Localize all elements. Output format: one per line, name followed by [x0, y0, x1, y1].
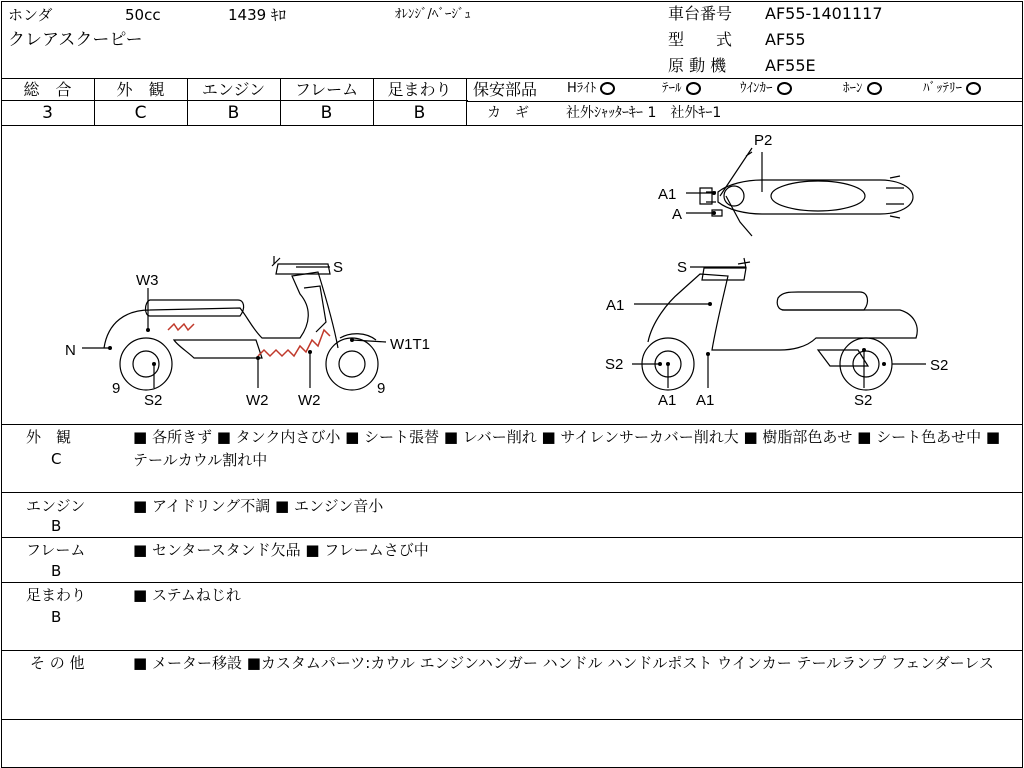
label-a1-bottom-2: A1 [696, 392, 715, 409]
maker: ホンダ [8, 6, 53, 24]
safety-label: 保安部品 [473, 80, 538, 99]
right-side-scooter [642, 258, 917, 390]
diagram-bottom [1, 424, 1023, 425]
section-text-other: ■ メーター移設 ■カスタムパーツ:カウル エンジンハンガー ハンドル ハンドルポスト ウインカー テールランプ フェンダーレス [133, 654, 994, 672]
label-w1t1: W1T1 [390, 336, 431, 353]
grade-header-overall: 総 合 [23, 80, 72, 99]
safety-item-horn [843, 82, 882, 95]
section-text-exterior: ■ 各所きず ■ タンク内さび小 ■ シート張替 ■ レバー削れ ■ サイレンサーカバー削れ大 ■ 樹脂部色あせ ■ シート色あせ中 ■ テールカウル割れ中 [133, 428, 1001, 469]
key-label: カ ギ [487, 105, 529, 121]
label-nine-left: 9 [112, 380, 121, 397]
engine-label: 原 動 機 [668, 56, 727, 75]
label-a1-top: A1 [658, 186, 677, 203]
vin-value: AF55-1401117 [765, 4, 883, 23]
safety-item-battery [923, 82, 981, 95]
safety-item-headlight [567, 82, 615, 95]
label-w2-b: W2 [298, 392, 321, 409]
color: ｵﾚﾝｼﾞ/ﾍﾞｰｼﾞｭ [395, 7, 471, 22]
safety-item-winker [740, 82, 792, 95]
section-text-frame: ■ センタースタンド欠品 ■ フレームさび中 [133, 541, 429, 559]
grade-value-exterior: C [134, 103, 147, 123]
grade-table-top [1, 78, 1023, 79]
section-title-engine: エンジン [26, 497, 86, 515]
safety-item-tail [662, 82, 701, 95]
grade-value-frame: B [320, 103, 333, 123]
type-value: AF55 [765, 30, 806, 49]
label-n: N [65, 342, 76, 359]
key-value: 社外ｼｬｯﾀｰｷｰ 1 社外ｷｰ1 [566, 105, 722, 121]
label-w2-a: W2 [246, 392, 269, 409]
safety-item-label: ﾃｰﾙ [662, 81, 682, 96]
label-s2-left: S2 [144, 392, 163, 409]
label-s-right: S [677, 259, 688, 276]
grade-divider [466, 78, 467, 125]
label-s2-right-front: S2 [605, 356, 624, 373]
engine-value: AF55E [765, 56, 816, 75]
section-title-other: そ の 他 [30, 654, 85, 672]
top-view-scooter [700, 148, 913, 236]
label-w3: W3 [136, 272, 159, 289]
label-a1-right: A1 [606, 297, 625, 314]
grade-header-frame: フレーム [294, 80, 359, 99]
grade-value-overall: 3 [42, 103, 53, 123]
safety-mid [467, 101, 1023, 102]
label-a-top: A [672, 206, 683, 223]
section-divider [1, 650, 1023, 651]
section-text-engine: ■ アイドリング不調 ■ エンジン音小 [133, 497, 384, 515]
damage-zigzag [168, 324, 194, 330]
safety-item-label: ﾊﾞｯﾃﾘｰ [923, 81, 962, 96]
grade-header-exterior: 外 観 [116, 80, 165, 99]
label-nine-right: 9 [377, 380, 386, 397]
section-grade-frame: B [51, 562, 62, 580]
model-name: クレアスクーピー [8, 30, 143, 50]
grade-header-engine: エンジン [201, 80, 266, 99]
section-title-exterior: 外 観 [26, 428, 72, 446]
grade-value-engine: B [227, 103, 240, 123]
displacement: 50cc [125, 6, 161, 24]
safety-item-label: ﾎｰﾝ [843, 81, 863, 96]
section-grade-suspension: B [51, 608, 62, 626]
section-divider [1, 537, 1023, 538]
label-s2-bottom: S2 [854, 392, 873, 409]
grade-header-suspension: 足まわり [387, 80, 452, 99]
ok-circle-icon [600, 82, 615, 95]
section-divider [1, 719, 1023, 720]
section-divider [1, 582, 1023, 583]
section-grade-engine: B [51, 517, 62, 535]
section-title-frame: フレーム [26, 541, 86, 559]
label-s2-right-rear: S2 [930, 357, 949, 374]
section-text-suspension: ■ ステムねじれ [133, 586, 241, 604]
type-label: 型 式 [668, 30, 733, 49]
safety-item-label: ｳｲﾝｶｰ [740, 81, 773, 96]
damage-zigzag [258, 330, 330, 356]
vin-label: 車台番号 [668, 4, 733, 23]
ok-circle-icon [867, 82, 882, 95]
label-s-left: S [333, 259, 344, 276]
grade-value-suspension: B [413, 103, 426, 123]
section-grade-exterior: C [51, 450, 62, 468]
label-p2: P2 [754, 132, 773, 149]
label-a1-bottom-1: A1 [658, 392, 677, 409]
section-divider [1, 492, 1023, 493]
grade-table-mid [1, 100, 468, 101]
section-title-suspension: 足まわり [26, 586, 87, 604]
ok-circle-icon [686, 82, 701, 95]
ok-circle-icon [777, 82, 792, 95]
ok-circle-icon [966, 82, 981, 95]
mileage: 1439 ｷﾛ [228, 6, 286, 24]
safety-item-label: Hﾗｲﾄ [567, 81, 597, 96]
